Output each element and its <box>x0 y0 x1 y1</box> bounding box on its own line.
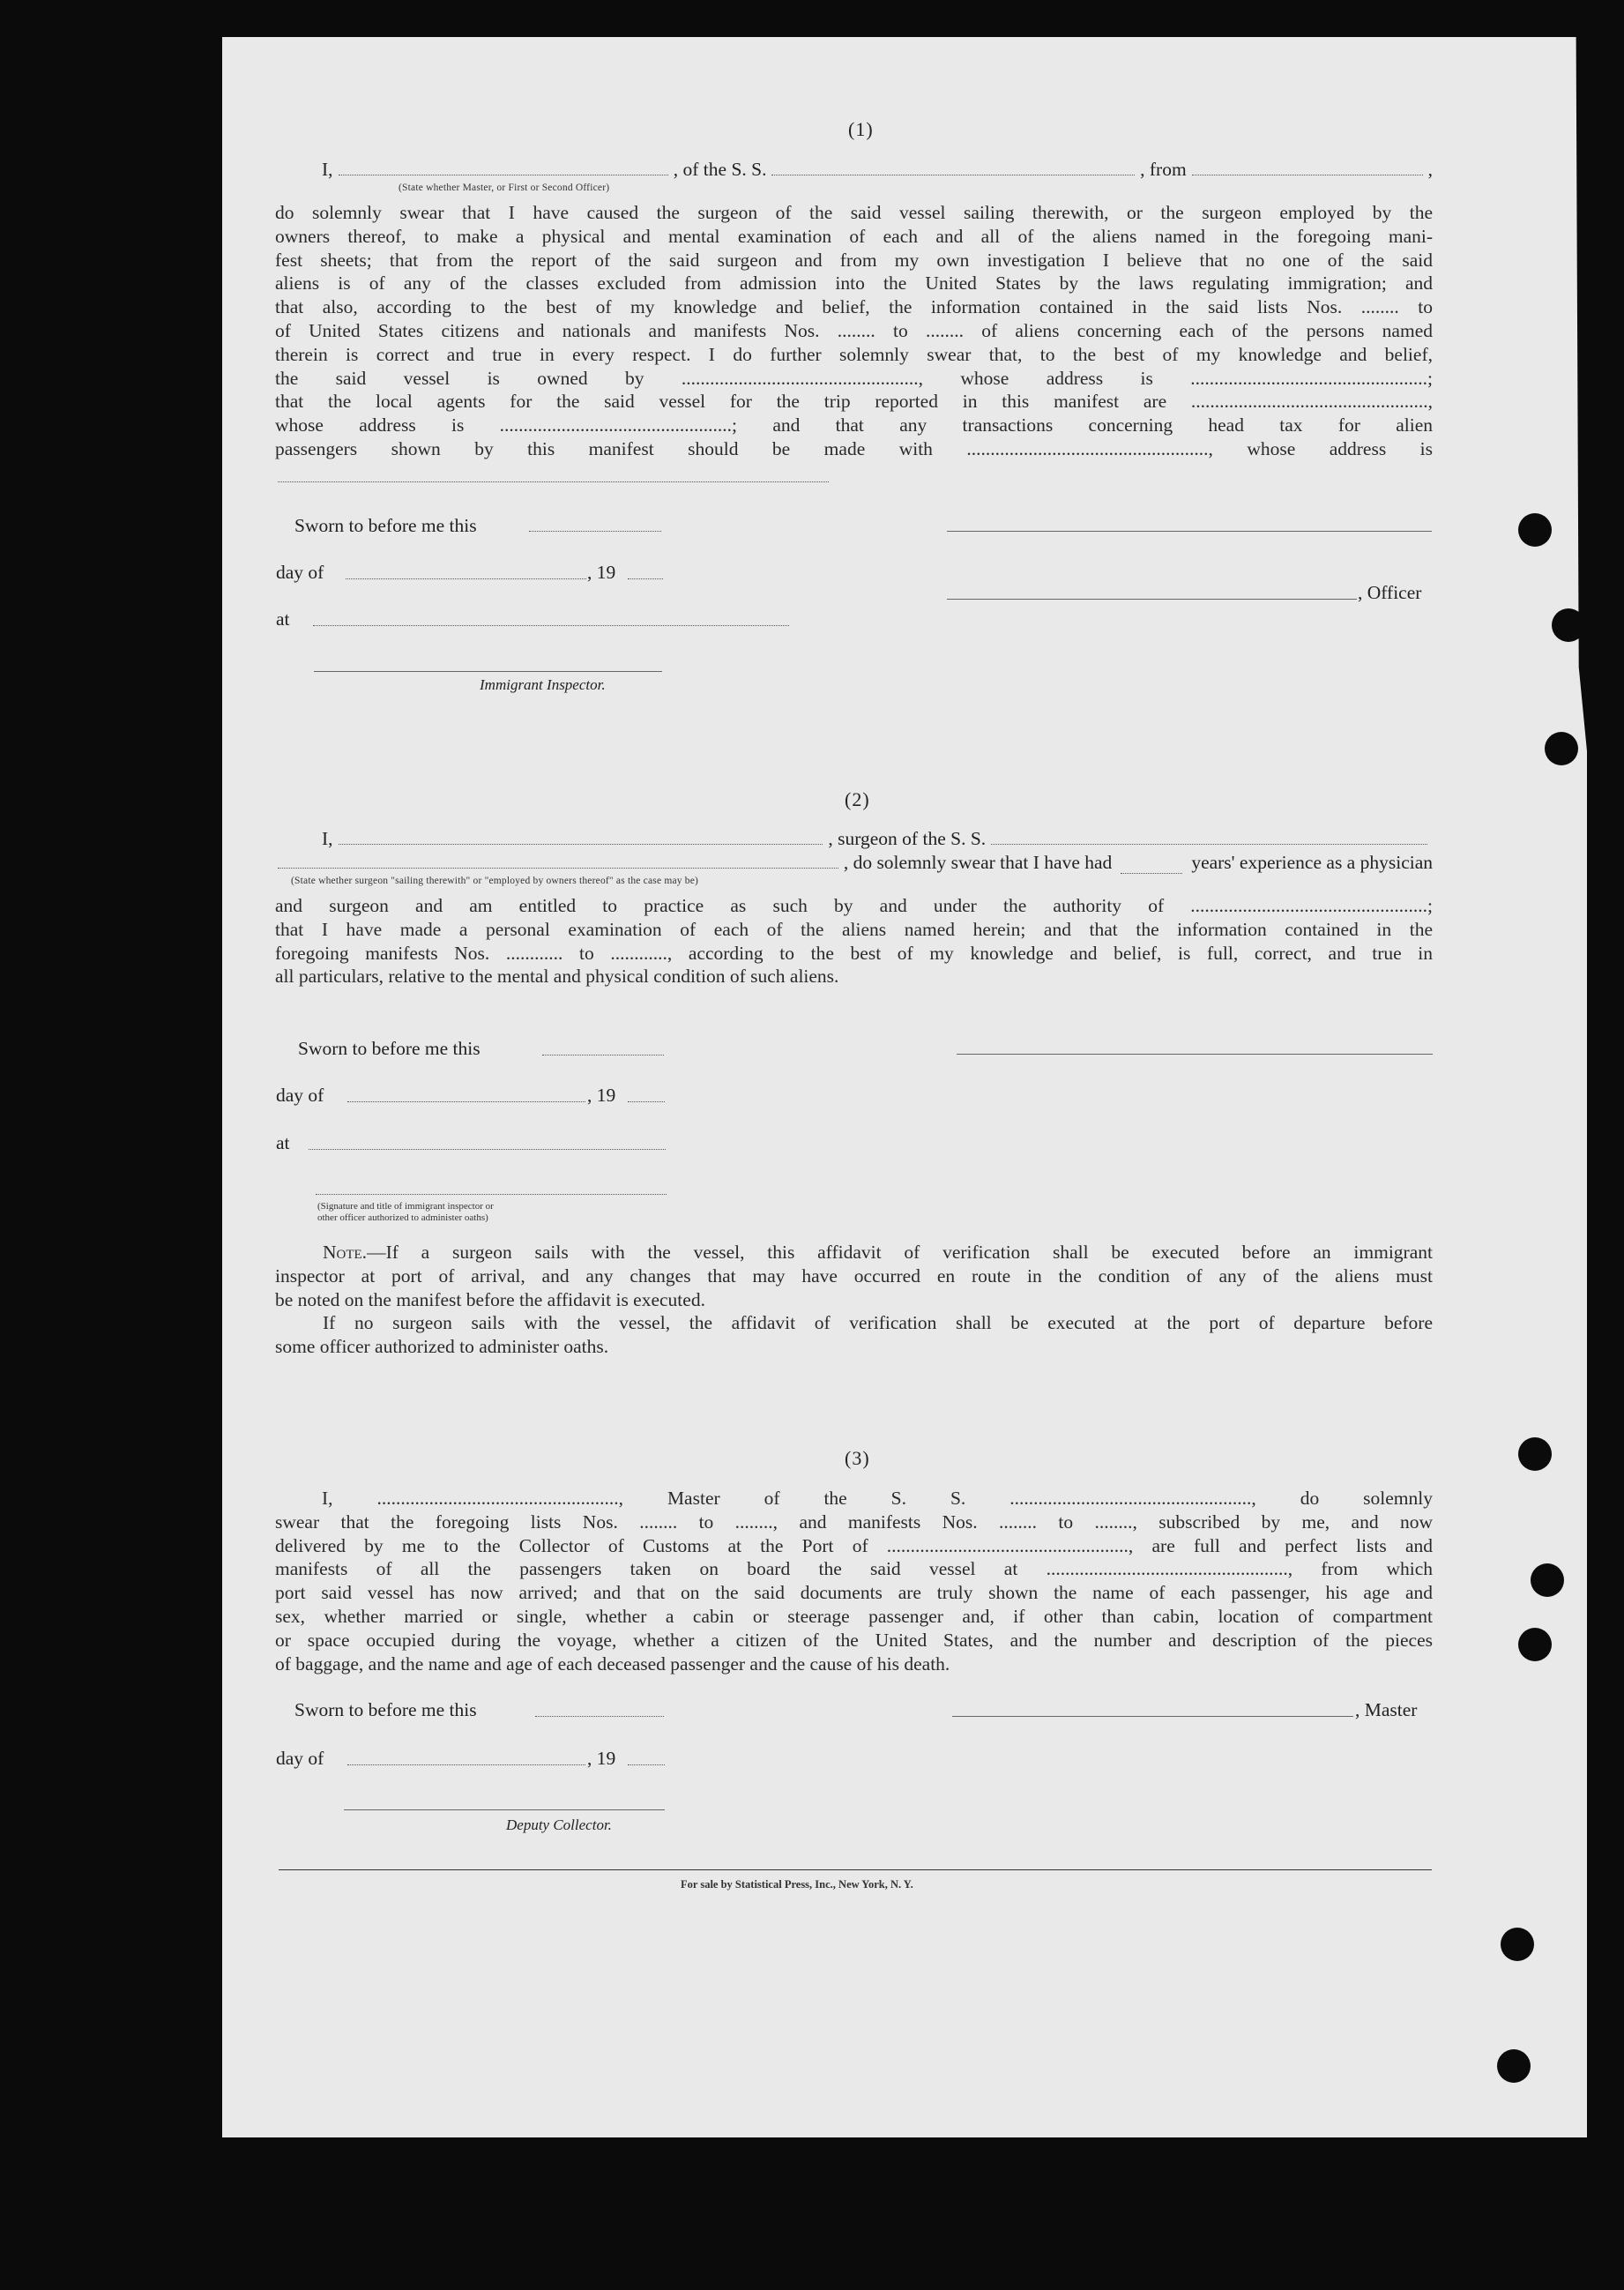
section-2-line-1: I, , surgeon of the S. S. <box>322 828 1433 850</box>
inspector-signature-line[interactable] <box>316 1194 667 1195</box>
punch-hole <box>1501 1928 1534 1961</box>
month-field[interactable] <box>347 1101 585 1102</box>
year-field[interactable] <box>628 1101 665 1102</box>
day-of-label: day of <box>276 1085 324 1106</box>
officer-hint: (State whether Master, or First or Second Officer) <box>399 183 610 193</box>
punch-hole <box>1518 1628 1552 1661</box>
collector-label: Deputy Collector. <box>506 1816 612 1833</box>
punch-hole <box>1518 1437 1552 1471</box>
section-3-oath: I, ..................................................., Master of the S. S. ..................................................., do solemnly swear that the foregoing lists Nos. ........ to ........, and manifests Nos. ........ to ........, subscribed by me, and now delivered by me to the Collector of Customs at the Port of ..................................................., are full and perfect lists and manifests of all the passengers taken on board the said vessel at ..................................................., from which port said vessel has now arrived; and that on the said documents are truly shown the name of each passenger, his age and sex, whether married or single, whether a cabin or steerage passenger and, if other than cabin, location of compartment or space occupied during the voyage, whether a citizen of the United States, and the number and description of the pieces of baggage, and the name and age of each deceased passenger and the cause of his death. <box>275 1488 1433 1675</box>
master-label: , Master <box>1355 1699 1418 1720</box>
punch-hole <box>1531 1563 1564 1597</box>
punch-hole <box>1518 513 1552 547</box>
surgeon-signature-line[interactable] <box>957 1054 1433 1055</box>
day-of-label: day of <box>276 562 324 583</box>
year-label: , 19 <box>587 1085 616 1106</box>
place-field[interactable] <box>309 1149 666 1150</box>
officer-signature-line-1[interactable] <box>947 531 1432 532</box>
surgeon-ship-field[interactable] <box>991 844 1427 845</box>
day-of-label: day of <box>276 1748 324 1769</box>
inspector-signature-line[interactable] <box>314 671 662 672</box>
officer-label: , Officer <box>1358 582 1422 603</box>
note-paragraph: Note.—If a surgeon sails with the vessel, this affidavit of verification shall be executed before an immigrant inspector at port of arrival, and any changes that may have occurred en route in the condition of any of the aliens must be noted on the manifest before the affidavit is executed. If no surgeon sails with the vessel, the affidavit of verification shall be executed at the port of departure before some officer authorized to administer oaths. <box>275 1242 1433 1358</box>
at-label: at <box>276 1132 290 1153</box>
year-field[interactable] <box>628 578 663 579</box>
signature-hint: (Signature and title of immigrant inspector or other officer authorized to administer oaths) <box>317 1201 494 1223</box>
inspector-label: Immigrant Inspector. <box>480 676 606 693</box>
sworn-label: Sworn to before me this <box>294 1699 477 1720</box>
year-label: , 19 <box>587 562 616 583</box>
at-label: at <box>276 608 290 630</box>
section-3-number: (3) <box>845 1447 870 1469</box>
month-field[interactable] <box>346 578 586 579</box>
section-2-oath: and surgeon and am entitled to practice as such by and under the authority of ..................................................; that I have made a personal examination of each of the aliens named herein; and that the information contained in the foregoing manifests Nos. ............ to ............, according to the best of my knowledge and belief, is full, correct, and true in all particulars, relative to the mental and physical condition of such aliens. <box>275 895 1433 988</box>
note-label: Note. <box>323 1242 368 1263</box>
surgeon-status-field[interactable] <box>278 868 838 869</box>
master-signature-line[interactable] <box>952 1716 1353 1717</box>
sworn-date-field[interactable] <box>535 1716 664 1717</box>
place-field[interactable] <box>313 625 789 626</box>
sworn-label: Sworn to before me this <box>298 1038 480 1059</box>
years-field[interactable] <box>1121 858 1182 874</box>
footer-imprint: For sale by Statistical Press, Inc., New York, N. Y. <box>681 1878 913 1891</box>
section-2-line-2: , do solemnly swear that I have had years' experience as a physician <box>278 852 1433 874</box>
month-field[interactable] <box>347 1764 585 1765</box>
sworn-label: Sworn to before me this <box>294 515 477 536</box>
surgeon-hint: (State whether surgeon "sailing therewith" or "employed by owners thereof" as the case may be) <box>291 876 699 886</box>
surgeon-name-field[interactable] <box>339 844 823 845</box>
section-1-number: (1) <box>848 118 874 140</box>
footer-rule <box>279 1869 1432 1870</box>
section-1-oath: do solemnly swear that I have caused the surgeon of the said vessel sailing therewith, or the surgeon employed by the owners thereof, to make a physical and mental examination of each and all of the aliens named in the foregoing mani- fest sheets; that from the report of the said surgeon and from my own investigation I believe that no one of the said aliens is of any of the classes excluded from admission into the United States by the laws regulating immigration; and that also, according to the best of my knowledge and belief, the information contained in the said lists Nos. ........ to of United States citizens and nationals and manifests Nos. ........ to ........ of aliens concerning each of the persons named therein is correct and true in every respect. I do further solemnly swear that, to the best of my knowledge and belief, the said vessel is owned by .................................................., whose address is ..................................................; that the local agents for the said vessel for the trip reported in this manifest are .................................................., whose address is .................................................; and that any transactions concerning head tax for alien passengers shown by this manifest should be made with ..................................................., whose address is <box>275 202 1433 459</box>
year-field[interactable] <box>628 1764 665 1765</box>
section-2-number: (2) <box>845 788 870 810</box>
punch-hole <box>1552 608 1585 642</box>
address-continuation-field[interactable] <box>278 481 829 482</box>
year-label: , 19 <box>587 1748 616 1769</box>
sworn-date-field[interactable] <box>529 531 661 532</box>
punch-hole <box>1497 2049 1531 2083</box>
collector-signature-line[interactable] <box>344 1809 665 1810</box>
section-1-header-line: I, , of the S. S. , from , <box>322 159 1433 180</box>
punch-hole <box>1545 732 1578 765</box>
officer-signature-line-2[interactable] <box>947 599 1357 600</box>
